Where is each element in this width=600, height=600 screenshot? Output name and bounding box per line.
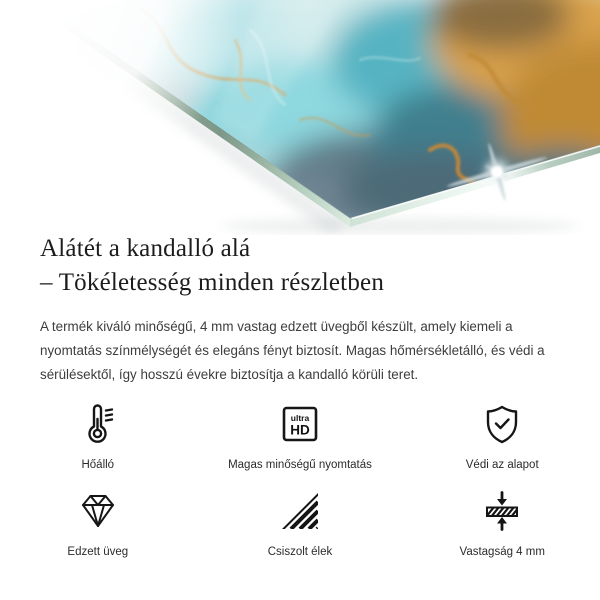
thickness-icon bbox=[480, 489, 524, 533]
feature-label: Vastagság 4 mm bbox=[459, 546, 545, 558]
feature-tempered-glass bbox=[20, 487, 176, 558]
features-grid bbox=[20, 400, 580, 558]
title-line-1: Alátét a kandalló alá bbox=[40, 235, 251, 262]
shield-check-icon bbox=[480, 402, 524, 446]
feature-thickness bbox=[424, 487, 580, 558]
feature-label: Védi az alapot bbox=[465, 459, 539, 471]
svg-text:ultra: ultra bbox=[290, 413, 310, 423]
feature-polished-edges bbox=[176, 487, 425, 558]
product-description: A termék kiváló minőségű, 4 mm vastag edzett üvegből készült, amely kiemeli a nyomtatás színmélységét és elegáns fényt biztosít. Magas hőmérsékletálló, és védi a sérülésektől, így hosszú évekre biztosítja a kandalló körüli teret. bbox=[40, 319, 545, 382]
glass-panel-image bbox=[0, 0, 600, 235]
feature-label: Hőálló bbox=[81, 459, 115, 471]
feature-heat-resistant bbox=[20, 400, 176, 471]
feature-label: Edzett üveg bbox=[67, 546, 129, 558]
feature-print-quality bbox=[176, 400, 425, 471]
svg-text:HD: HD bbox=[290, 422, 310, 438]
feature-protects-base bbox=[424, 400, 580, 471]
polished-edges-icon bbox=[278, 489, 322, 533]
ultra-hd-icon bbox=[278, 402, 322, 446]
title-line-2: – Tökéletesség minden részletben bbox=[40, 269, 385, 296]
thermometer-icon bbox=[76, 402, 120, 446]
diamond-icon bbox=[76, 489, 120, 533]
feature-label: Magas minőségű nyomtatás bbox=[228, 459, 372, 471]
page-title bbox=[40, 232, 575, 300]
feature-label: Csiszolt élek bbox=[267, 546, 333, 558]
product-image bbox=[0, 0, 600, 235]
product-info bbox=[40, 232, 575, 387]
corner-fade bbox=[0, 0, 320, 160]
